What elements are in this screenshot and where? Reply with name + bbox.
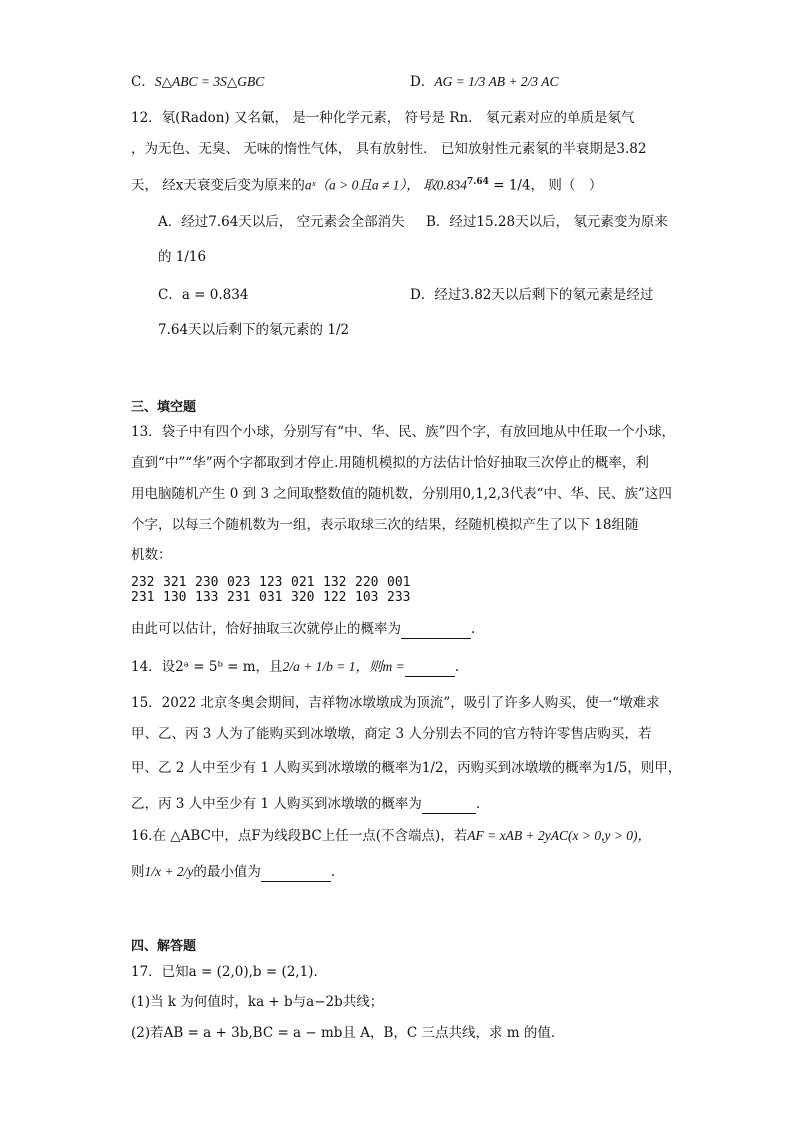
random-number: 021 [291,575,315,590]
q12-line-3b: aˣ（a > 0且a ≠ 1）， 取0.834 [304,177,467,193]
q11-option-d-text: AG = 1/3 AB + 2/3 AC [434,74,559,89]
random-number: 122 [323,590,347,605]
random-number: 001 [387,575,411,590]
q13-line-5: 机数： [131,547,172,563]
q12-option-d: D．经过3.82天以后剩下的氡元素是经过 [410,287,654,303]
q12-line-3 [131,172,602,196]
q12-option-b-cont: 的 1/16 [158,249,207,265]
q13-ask: 由此可以估计，恰好抽取三次就停止的概率为 . [131,621,476,637]
random-number: 230 [195,575,219,590]
random-number: 123 [259,575,283,590]
q17-part-2: (2)若AB = a + 3b,BC = a − mb且 A，B，C 三点共线，求 m 的值． [131,1025,565,1041]
random-number: 320 [291,590,315,605]
q15-line-3 [131,758,681,778]
random-number: 133 [195,590,219,605]
q13-line-2: 直到“中”“华”两个字都取到才停止.用随机模拟的方法估计恰好抽取三次停止的概率，利 [131,455,649,471]
random-number: 132 [323,575,347,590]
q12-line-3d: = 1/4， 则（ ） [488,177,603,194]
random-numbers-row-1 [131,575,419,590]
q15-line-4-text: 乙，丙 3 人中至少有 1 人购买到冰墩墩的概率为 [131,796,422,812]
answer-blank[interactable] [422,799,476,814]
answer-blank[interactable] [261,867,331,882]
q15-line-3c: ，丙购买到冰墩墩的概率为 [443,760,606,776]
q14-text-a: 14．设2ᵃ = 5ᵇ = m，且 [131,659,283,675]
random-number: 103 [355,590,379,605]
answer-blank[interactable] [405,662,455,677]
random-number: 220 [355,575,379,590]
q15-line-1: 15．2022 北京冬奥会期间，吉祥物冰墩墩成为顶流”，吸引了许多人购买，使一“墩难求 [131,695,660,711]
random-number: 130 [163,590,187,605]
random-number: 023 [227,575,251,590]
q16-line-2c: 的最小值为 [193,864,261,880]
q15-line-3e: ，则甲， [627,760,682,776]
q11-option-d [410,72,559,92]
q15-frac-a: 1/2 [421,760,444,776]
q11-option-c-label: C． [131,74,155,90]
q12-option-a: A．经过7.64天以后， 空元素会全部消失 [158,214,405,230]
q12-line-3c: 7.64 [467,177,489,187]
q16-line-1a: 16.在 △ABC中，点F为线段BC上任一点(不含端点)，若 [131,828,468,844]
q14-end: . [454,659,460,675]
q17-line-1: 17．已知a = (2,0),b = (2,1)． [131,964,327,980]
random-number: 231 [131,590,155,605]
q16-line-2b: 1/x + 2/y [144,864,194,879]
q13-line-4: 个字，以每三个随机数为一组，表示取球三次的结果，经随机模拟产生了以下 18组随 [131,517,639,533]
q12-option-c: C．a = 0.834 [158,287,249,303]
q15-line-3a: 甲、乙 2 人中至少有 1 人购买到冰墩墩的概率为 [131,760,422,776]
q13-ask-text: 由此可以估计，恰好抽取三次就停止的概率为 [131,621,401,637]
q15-line-4: 乙，丙 3 人中至少有 1 人购买到冰墩墩的概率为 . [131,796,481,812]
random-numbers-row-2 [131,590,419,605]
q17-part-1: (1)当 k 为何值时，ka + b与a−2b共线； [131,994,384,1010]
q13-line-3: 用电脑随机产生 0 到 3 之间取整数值的随机数，分别用0,1,2,3代表“中、华、民、族”这四 [131,486,672,502]
random-number: 232 [131,575,155,590]
random-number: 321 [163,575,187,590]
q12-line-1: 12．氡(Radon) 又名氭， 是一种化学元素， 符号是 Rn． 氡元素对应的单质是氡气 [131,110,635,126]
q12-option-d-cont: 7.64天以后剩下的氡元素的 1/2 [158,322,350,338]
random-number: 233 [387,590,411,605]
q16-line-2: 则1/x + 2/y的最小值为 . [131,864,336,880]
q16-line-2a: 则 [131,864,145,880]
q11-option-c-text: S△ABC = 3S△GBC [154,74,265,89]
section-answer-title: 四、解答题 [131,939,197,954]
q14 [131,657,459,677]
section-fill-in-title: 三、填空题 [131,400,197,415]
q12-line-3a: 天， 经x天衰变后变为原来的 [131,177,305,194]
q11-option-c [131,72,264,92]
q16-line-1b: AF = xAB + 2yAC(x > 0,y > 0)， [467,828,652,843]
q15-line-2: 甲、乙、丙 3 人为了能购买到冰墩墩，商定 3 人分别去不同的官方特许零售店购买，若 [131,726,652,742]
q13-line-1: 13．袋子中有四个小球，分别写有“中、华、民、族”四个字，有放回地从中任取一个小球， [131,424,675,440]
random-number: 031 [259,590,283,605]
q15-frac-b: 1/5 [605,760,628,776]
q16-line-1 [131,826,651,846]
answer-blank[interactable] [401,624,471,639]
q11-option-d-label: D． [410,74,435,90]
q12-option-b: B．经过15.28天以后， 氡元素变为原来 [426,214,668,230]
random-number: 231 [227,590,251,605]
q12-line-2: ，为无色、无臭、 无味的惰性气体， 具有放射性． 已知放射性元素氡的半衰期是3.82 [131,141,647,157]
q14-text-b: 2/a + 1/b = 1，则m = [282,659,405,674]
